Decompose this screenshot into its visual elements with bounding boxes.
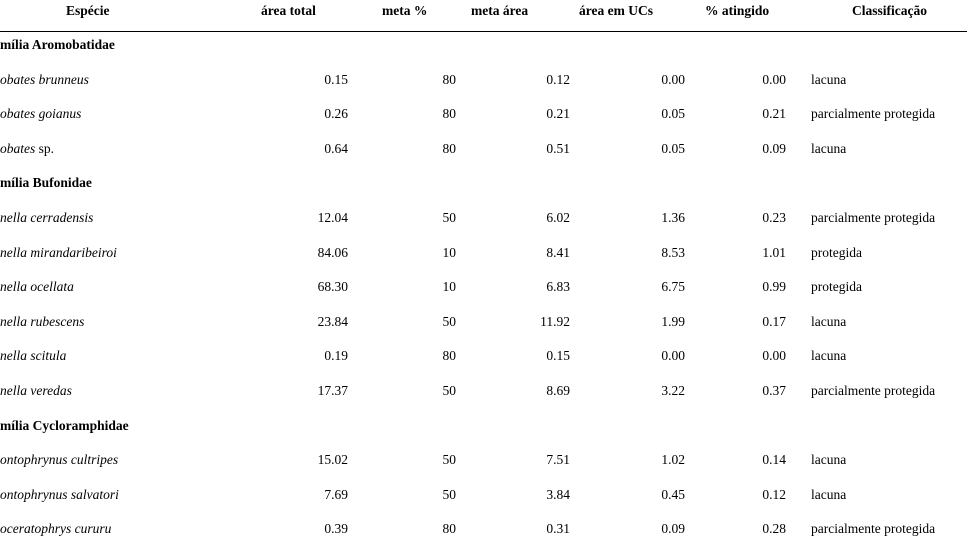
cell-area-ucs: 3.22 xyxy=(661,383,685,398)
cell-pct-atingido: 0.00 xyxy=(762,348,786,364)
table-row xyxy=(0,70,967,90)
cell-pct-atingido: 0.00 xyxy=(762,71,786,87)
cell-area-ucs: 0.05 xyxy=(661,140,685,156)
table-row xyxy=(0,104,967,124)
cell-area-total: 12.04 xyxy=(317,210,348,225)
cell-area-total: 0.26 xyxy=(324,106,348,122)
cell-pct-atingido: 0.14 xyxy=(762,452,786,468)
header-meta-area: meta área xyxy=(471,3,529,18)
table-row xyxy=(0,519,967,539)
cell-meta-pct: 50 xyxy=(442,383,456,398)
family-row xyxy=(0,173,967,193)
cell-area-ucs: 0.00 xyxy=(661,71,685,87)
cell-meta-area: 0.31 xyxy=(546,521,570,537)
cell-pct-atingido: 0.17 xyxy=(762,313,786,329)
cell-meta-pct: 80 xyxy=(442,71,456,87)
cell-pct-atingido: 0.12 xyxy=(762,486,786,502)
cell-meta-area: 6.83 xyxy=(546,279,570,295)
cell-area-total: 17.37 xyxy=(317,383,348,398)
species-suffix: sp. xyxy=(35,140,55,156)
cell-classificacao: lacuna xyxy=(811,71,847,87)
cell-area-ucs: 1.02 xyxy=(661,452,685,468)
cell-meta-area: 7.51 xyxy=(546,452,570,468)
species-name xyxy=(0,450,118,470)
cell-meta-pct: 50 xyxy=(442,486,456,502)
table-row xyxy=(0,346,967,366)
cell-meta-area: 0.51 xyxy=(546,140,570,156)
species-name xyxy=(0,485,119,505)
cell-pct-atingido: 0.23 xyxy=(762,210,786,225)
cell-classificacao: parcialmente protegida xyxy=(811,521,936,537)
header-area-total: área total xyxy=(261,3,316,18)
family-label: mília Cycloramphidae xyxy=(0,417,129,433)
cell-meta-area: 0.12 xyxy=(546,71,570,87)
species-name xyxy=(0,312,84,332)
cell-classificacao: protegida xyxy=(811,244,862,260)
species-genus: ontophrynus salvatori xyxy=(0,486,119,502)
cell-pct-atingido: 0.99 xyxy=(762,279,786,295)
cell-meta-area: 0.21 xyxy=(546,106,570,122)
cell-meta-pct: 80 xyxy=(442,106,456,122)
cell-meta-area: 6.02 xyxy=(546,210,570,225)
species-name xyxy=(0,277,74,297)
table-row xyxy=(0,381,967,401)
cell-area-ucs: 0.05 xyxy=(661,106,685,122)
cell-classificacao: parcialmente protegida xyxy=(811,210,936,225)
species-name xyxy=(0,208,93,228)
cell-meta-pct: 80 xyxy=(442,140,456,156)
header-meta-pct: meta % xyxy=(382,3,428,18)
cell-pct-atingido: 0.37 xyxy=(762,383,786,398)
species-name xyxy=(0,104,81,124)
cell-pct-atingido: 1.01 xyxy=(762,244,786,260)
cell-classificacao: lacuna xyxy=(811,486,847,502)
cell-area-ucs: 0.45 xyxy=(661,486,685,502)
cell-meta-area: 8.41 xyxy=(546,244,570,260)
species-genus: nella cerradensis xyxy=(0,210,94,225)
header-area-ucs: área em UCs xyxy=(579,3,653,18)
table-row xyxy=(0,312,967,332)
cell-meta-area: 3.84 xyxy=(546,486,570,502)
species-name xyxy=(0,70,89,90)
cell-area-total: 68.30 xyxy=(317,279,348,295)
table-row xyxy=(0,277,967,297)
cell-area-ucs: 6.75 xyxy=(661,279,685,295)
cell-area-ucs: 0.00 xyxy=(661,348,685,364)
cell-meta-area: 11.92 xyxy=(540,313,570,329)
header-rule xyxy=(0,31,967,32)
species-genus: nella veredas xyxy=(0,383,72,398)
species-name xyxy=(0,346,66,366)
cell-pct-atingido: 0.21 xyxy=(762,106,786,122)
cell-area-ucs: 1.99 xyxy=(661,313,685,329)
species-genus: nella ocellata xyxy=(0,279,74,295)
header-especie: Espécie xyxy=(66,3,110,18)
cell-meta-pct: 10 xyxy=(442,244,456,260)
table-row xyxy=(0,208,967,228)
cell-meta-pct: 80 xyxy=(442,348,456,364)
family-label: mília Aromobatidae xyxy=(0,37,115,52)
cell-area-ucs: 8.53 xyxy=(661,244,685,260)
cell-area-total: 0.15 xyxy=(324,71,348,87)
cell-area-ucs: 0.09 xyxy=(661,521,685,537)
header-classificacao: Classificação xyxy=(852,3,927,18)
family-row xyxy=(0,35,967,55)
cell-meta-pct: 50 xyxy=(442,313,456,329)
cell-pct-atingido: 0.28 xyxy=(762,521,786,537)
cell-meta-pct: 50 xyxy=(442,210,456,225)
cell-meta-pct: 80 xyxy=(442,521,456,537)
header-pct-atingido: % atingido xyxy=(705,3,770,18)
family-label: mília Bufonidae xyxy=(0,175,92,191)
species-genus: nella mirandaribeiroi xyxy=(0,244,117,260)
cell-classificacao: protegida xyxy=(811,279,862,295)
species-genus: obates goianus xyxy=(0,106,82,122)
table-row xyxy=(0,485,967,505)
cell-area-total: 15.02 xyxy=(317,452,348,468)
table-row xyxy=(0,243,967,263)
cell-meta-area: 0.15 xyxy=(546,348,570,364)
cell-classificacao: parcialmente protegida xyxy=(811,106,936,122)
table-row xyxy=(0,450,967,470)
cell-classificacao: lacuna xyxy=(811,452,847,468)
cell-area-total: 0.64 xyxy=(324,140,348,156)
species-genus: ontophrynus cultripes xyxy=(0,452,119,468)
species-genus: nella scitula xyxy=(0,348,67,364)
family-row xyxy=(0,416,967,436)
cell-area-ucs: 1.36 xyxy=(661,210,685,225)
cell-area-total: 84.06 xyxy=(317,244,348,260)
species-genus: obates xyxy=(0,140,36,156)
cell-classificacao: lacuna xyxy=(811,140,847,156)
species-name xyxy=(0,243,117,263)
cell-classificacao: lacuna xyxy=(811,348,847,364)
species-name xyxy=(0,381,72,401)
species-name xyxy=(0,139,54,159)
table-row xyxy=(0,139,967,159)
species-genus: nella rubescens xyxy=(0,313,85,329)
cell-meta-pct: 10 xyxy=(442,279,456,295)
cell-meta-area: 8.69 xyxy=(546,383,570,398)
species-genus: oceratophrys cururu xyxy=(0,521,112,537)
cell-classificacao: parcialmente protegida xyxy=(811,383,936,398)
cell-area-total: 0.19 xyxy=(324,348,348,364)
cell-area-total: 23.84 xyxy=(317,313,348,329)
species-name xyxy=(0,519,111,539)
cell-meta-pct: 50 xyxy=(442,452,456,468)
species-genus: obates brunneus xyxy=(0,71,89,87)
cell-pct-atingido: 0.09 xyxy=(762,140,786,156)
cell-area-total: 7.69 xyxy=(324,486,348,502)
cell-classificacao: lacuna xyxy=(811,313,847,329)
cell-area-total: 0.39 xyxy=(324,521,348,537)
